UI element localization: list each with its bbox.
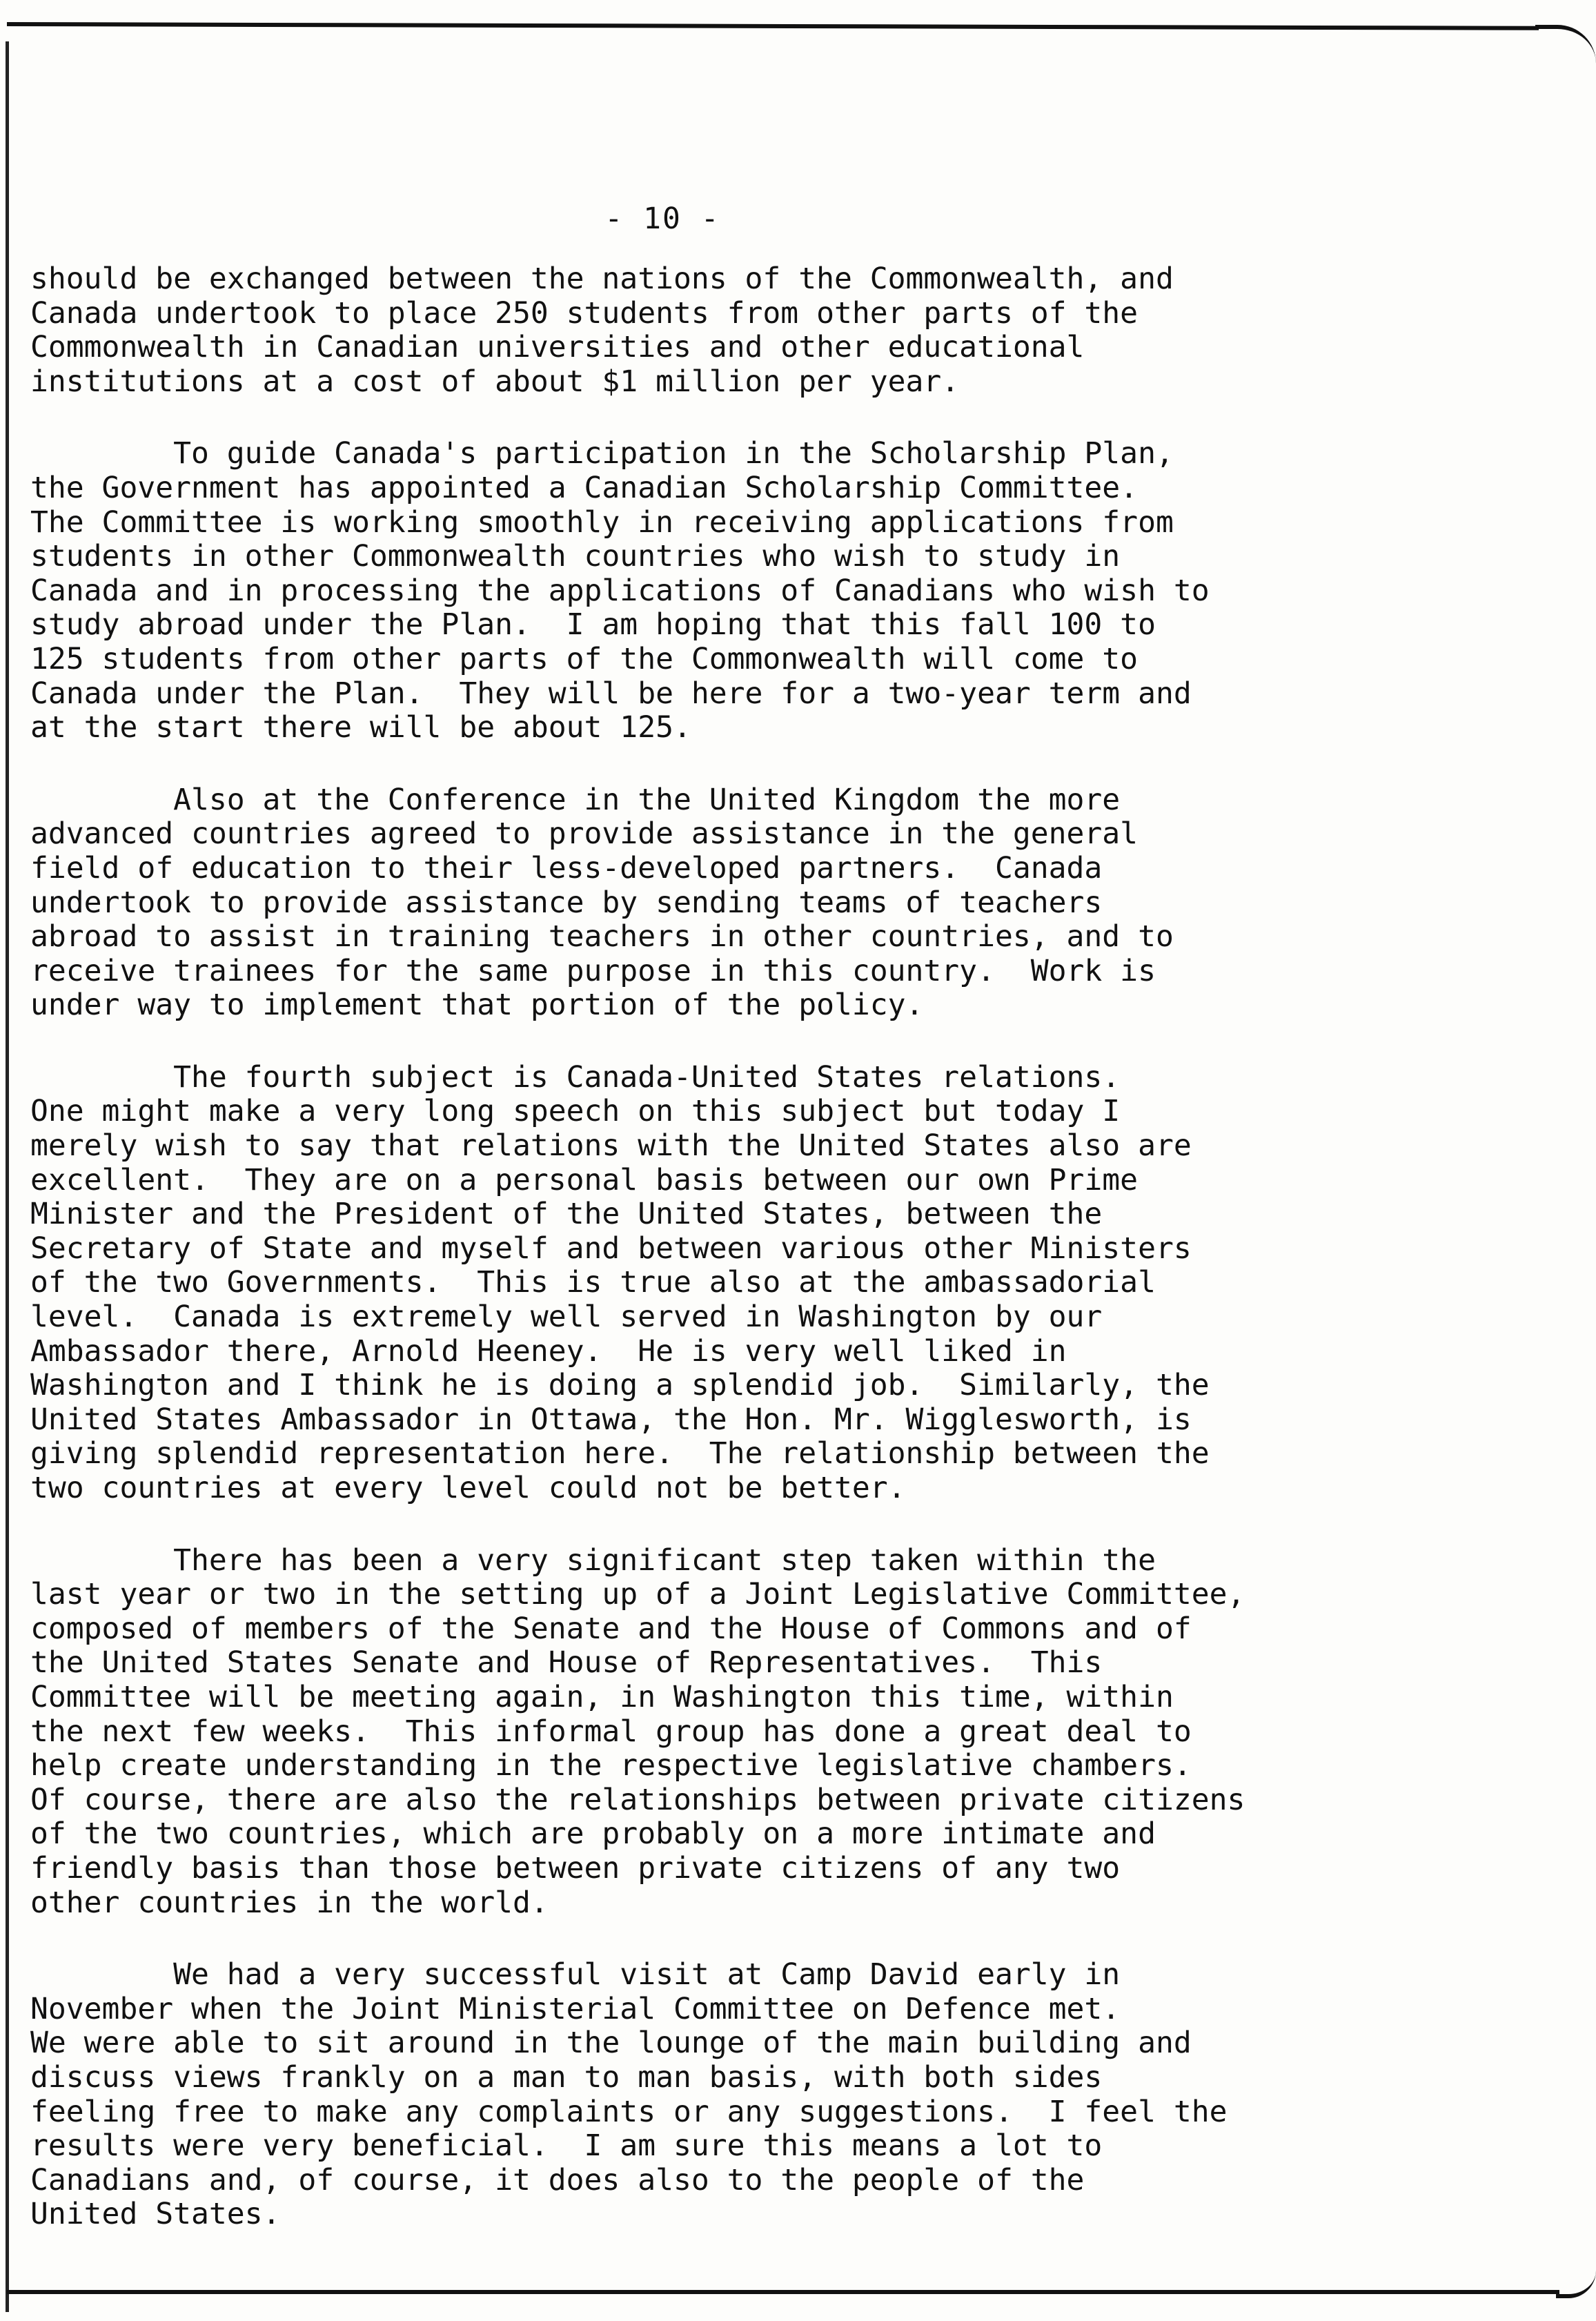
text-line: should be exchanged between the nations of the Commonwealth, and <box>30 262 1174 296</box>
text-line: Washington and I think he is doing a splendid job. Similarly, the <box>30 1368 1210 1403</box>
scan-border-top <box>7 22 1539 30</box>
text-line: abroad to assist in training teachers in other countries, and to <box>30 919 1174 954</box>
text-line: One might make a very long speech on this subject but today I <box>30 1094 1121 1129</box>
paragraph-gap <box>30 1023 1438 1061</box>
text-line: Canada and in processing the applications of Canadians who wish to <box>30 573 1210 608</box>
text-line: Minister and the President of the United States, between the <box>30 1197 1103 1232</box>
paragraph <box>30 437 1438 745</box>
paragraph-gap <box>30 399 1438 437</box>
text-line: advanced countries agreed to provide assistance in the general <box>30 816 1139 852</box>
paragraph <box>30 262 1438 399</box>
text-line: Canada undertook to place 250 students from other parts of the <box>30 295 1139 331</box>
text-line: help create understanding in the respective legislative chambers. <box>30 1748 1192 1783</box>
text-line: of the two Governments. This is true also at the ambassadorial <box>30 1265 1156 1300</box>
scan-border-top-curl <box>1535 25 1596 63</box>
text-line: study abroad under the Plan. I am hoping that this fall 100 to <box>30 607 1156 643</box>
text-line: institutions at a cost of about $1 million per year. <box>30 364 960 399</box>
text-line: last year or two in the setting up of a Joint Legislative Committee, <box>30 1577 1245 1612</box>
text-line: other countries in the world. <box>30 1885 549 1920</box>
text-line: United States. <box>30 2197 281 2232</box>
text-line: Commonwealth in Canadian universities and other educational <box>30 330 1085 365</box>
text-line: of the two countries, which are probably on a more intimate and <box>30 1816 1156 1852</box>
text-line: results were very beneficial. I am sure this means a lot to <box>30 2128 1103 2164</box>
text-line: merely wish to say that relations with the United States also are <box>30 1128 1192 1164</box>
text-line: To guide Canada's participation in the Scholarship Plan, <box>30 436 1174 471</box>
text-line: Ambassador there, Arnold Heeney. He is very well liked in <box>30 1333 1067 1369</box>
paragraph-gap <box>30 1920 1438 1958</box>
text-line: Canada under the Plan. They will be here for a two-year term and <box>30 676 1192 711</box>
scan-border-bottom-curl <box>1556 2271 1596 2298</box>
text-line: feeling free to make any complaints or any suggestions. I feel the <box>30 2094 1228 2129</box>
text-line: two countries at every level could not be better. <box>30 1471 906 1505</box>
text-line: composed of members of the Senate and the House of Commons and of <box>30 1611 1192 1646</box>
paragraph <box>30 1061 1438 1506</box>
text-line: undertook to provide assistance by sending teams of teachers <box>30 885 1103 920</box>
text-line: under way to implement that portion of the policy. <box>30 988 924 1023</box>
scan-border-bottom <box>7 2290 1559 2294</box>
page-number: - 10 - <box>604 202 720 236</box>
text-line: Also at the Conference in the United Kingdom the more <box>30 782 1121 817</box>
text-line: the United States Senate and House of Representatives. This <box>30 1645 1103 1681</box>
text-line: We had a very successful visit at Camp David early in <box>30 1957 1121 1992</box>
text-line: Committee will be meeting again, in Washington this time, within <box>30 1679 1174 1714</box>
text-line: Secretary of State and myself and between various other Ministers <box>30 1231 1192 1266</box>
paragraph <box>30 1958 1438 2232</box>
text-line: Of course, there are also the relationships between private citizens <box>30 1782 1245 1817</box>
text-line: discuss views frankly on a man to man basis, with both sides <box>30 2059 1103 2095</box>
text-line: The Committee is working smoothly in receiving applications from <box>30 505 1174 540</box>
text-line: We were able to sit around in the lounge of the main building and <box>30 2026 1192 2061</box>
text-line: There has been a very significant step taken within the <box>30 1543 1156 1578</box>
text-line: students in other Commonwealth countries who wish to study in <box>30 539 1121 574</box>
scan-border-left <box>6 41 9 2312</box>
text-line: the Government has appointed a Canadian Scholarship Committee. <box>30 470 1139 505</box>
text-line: field of education to their less-developed partners. Canada <box>30 850 1103 885</box>
paragraph <box>30 783 1438 1023</box>
text-line: November when the Joint Ministerial Committee on Defence met. <box>30 1991 1121 2026</box>
text-line: level. Canada is extremely well served in Washington by our <box>30 1300 1103 1335</box>
text-line: at the start there will be about 125. <box>30 710 691 745</box>
text-line: Canadians and, of course, it does also to the people of the <box>30 2162 1085 2197</box>
text-line: giving splendid representation here. The relationship between the <box>30 1436 1210 1471</box>
paragraph-gap <box>30 1506 1438 1544</box>
text-line: the next few weeks. This informal group has done a great deal to <box>30 1714 1192 1749</box>
text-line: receive trainees for the same purpose in this country. Work is <box>30 953 1156 988</box>
paragraph <box>30 1544 1438 1921</box>
document-body <box>30 262 1438 2232</box>
text-line: United States Ambassador in Ottawa, the Hon. Mr. Wigglesworth, is <box>30 1402 1192 1437</box>
text-line: friendly basis than those between private citizens of any two <box>30 1850 1121 1886</box>
text-line: 125 students from other parts of the Commonwealth will come to <box>30 641 1139 676</box>
text-line: excellent. They are on a personal basis between our own Prime <box>30 1162 1139 1197</box>
text-line: The fourth subject is Canada-United States relations. <box>30 1059 1121 1095</box>
paragraph-gap <box>30 745 1438 783</box>
